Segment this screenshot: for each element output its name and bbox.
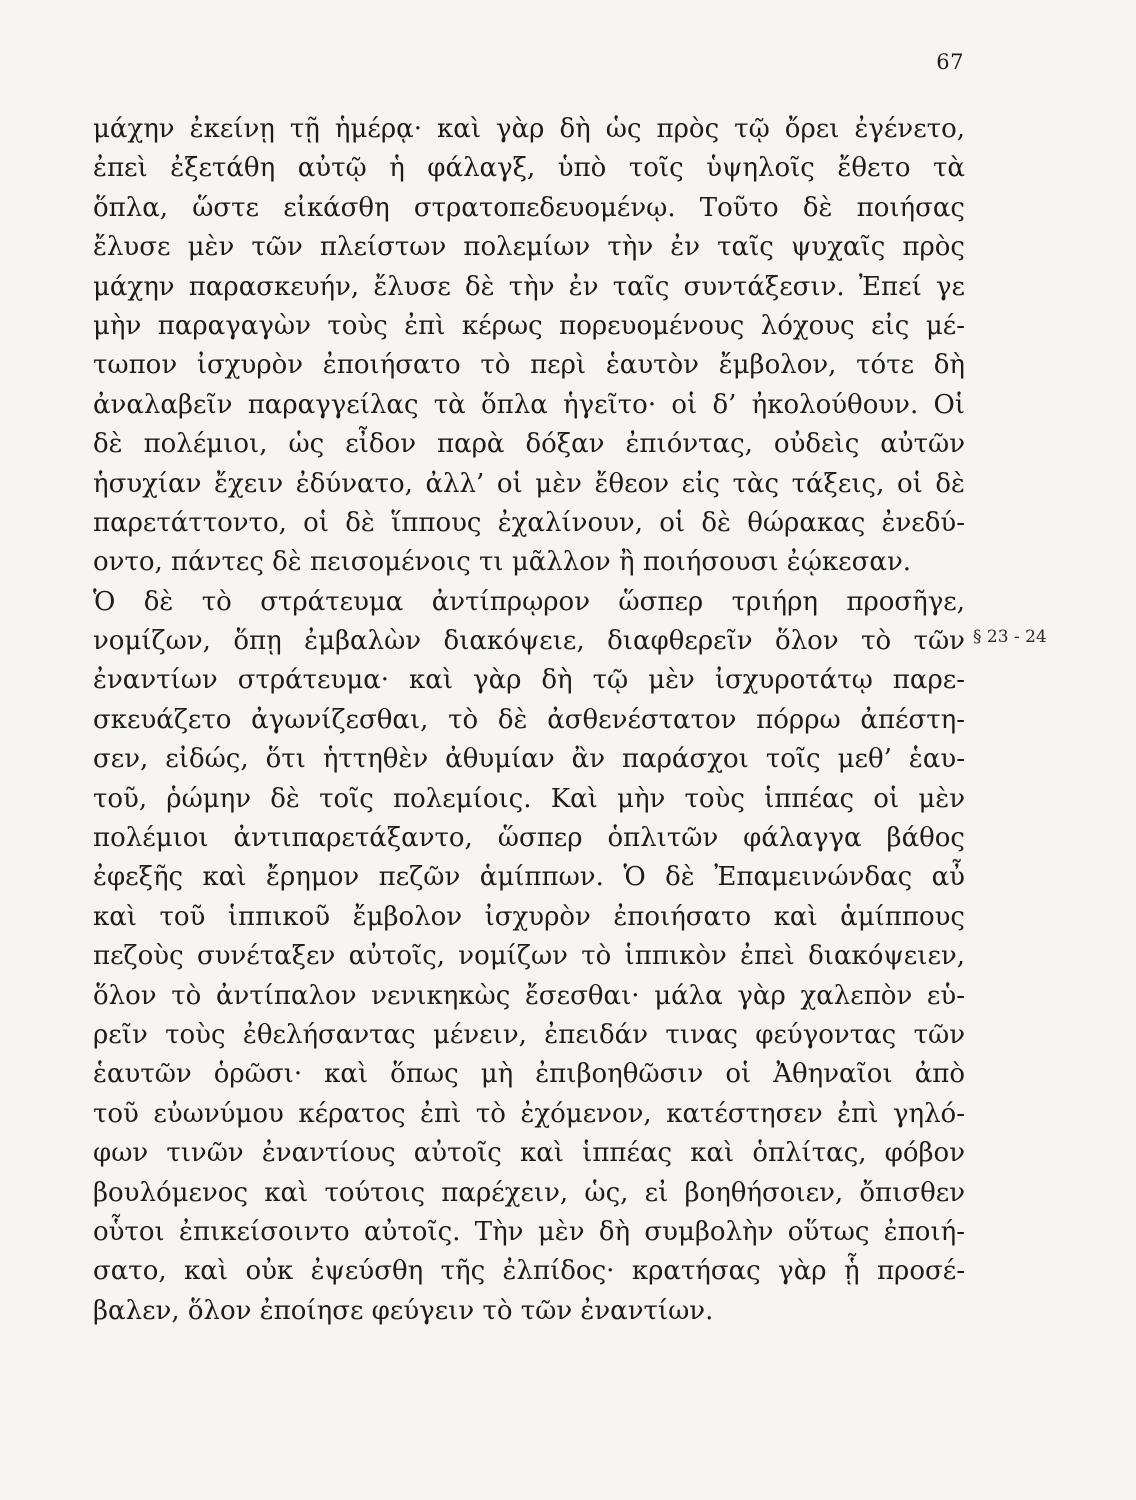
text-line: σεν, εἰδώς, ὅτι ἡττηθὲν ἀθυμίαν ἂν παράσχοι τοῖς μεθ’ ἑαυ-	[93, 744, 965, 775]
text-line: δὲ πολέμιοι, ὡς εἶδον παρὰ δόξαν ἐπιόντας, οὐδεὶς αὐτῶν	[93, 429, 965, 460]
text-line: πεζοὺς συνέταξεν αὐτοῖς, νομίζων τὸ ἱππικὸν ἐπεὶ διακόψειεν,	[93, 941, 965, 972]
text-line: τοῦ, ῥώμην δὲ τοῖς πολεμίοις. Καὶ μὴν τοὺς ἱππέας οἱ μὲν	[93, 783, 965, 814]
text-line: Ὁ δὲ τὸ στράτευμα ἀντίπρῳρον ὥσπερ τριήρη προσῆγε,	[93, 586, 965, 617]
text-line: οντο, πάντες δὲ πεισομένοις τι μᾶλλον ἢ ποιήσουσι ἐῴκεσαν.	[93, 547, 912, 578]
text-line: βουλόμενος καὶ τούτοις παρέχειν, ὡς, εἰ βοηθήσοιεν, ὄπισθεν	[93, 1177, 965, 1208]
text-line: νομίζων, ὅπῃ ἐμβαλὼν διακόψειε, διαφθερεῖν ὅλον τὸ τῶν	[93, 626, 965, 657]
text-line: ἀναλαβεῖν παραγγείλας τὰ ὅπλα ἡγεῖτο· οἱ δ’ ἠκολούθουν. Οἱ	[93, 389, 965, 420]
text-line: σατο, καὶ οὐκ ἐψεύσθη τῆς ἐλπίδος· κρατήσας γὰρ ᾗ προσέ-	[93, 1256, 965, 1287]
body-text	[93, 110, 965, 1331]
text-line: ἐναντίων στράτευμα· καὶ γὰρ δὴ τῷ μὲν ἰσχυροτάτῳ παρε-	[93, 665, 965, 696]
text-line: σκευάζετο ἀγωνίζεσθαι, τὸ δὲ ἀσθενέστατον πόρρω ἀπέστη-	[93, 704, 965, 735]
text-line: τωπον ἰσχυρὸν ἐποιήσατο τὸ περὶ ἑαυτὸν ἔμβολον, τότε δὴ	[93, 350, 965, 381]
text-line: ἡσυχίαν ἔχειν ἐδύνατο, ἀλλ’ οἱ μὲν ἔθεον εἰς τὰς τάξεις, οἱ δὲ	[93, 468, 965, 499]
text-line: μὴν παραγαγὼν τοὺς ἐπὶ κέρως πορευομένους λόχους εἰς μέ-	[93, 310, 965, 341]
text-line: μάχην παρασκευήν, ἔλυσε δὲ τὴν ἐν ταῖς συντάξεσιν. Ἐπεί γε	[93, 271, 965, 302]
text-line: βαλεν, ὅλον ἐποίησε φεύγειν τὸ τῶν ἐναντίων.	[93, 1295, 714, 1326]
page-number: 67	[936, 50, 964, 74]
text-line: μάχην ἐκείνῃ τῇ ἡμέρᾳ· καὶ γὰρ δὴ ὡς πρὸς τῷ ὄρει ἐγένετο,	[93, 114, 965, 144]
text-line: ἔλυσε μὲν τῶν πλείστων πολεμίων τὴν ἐν ταῖς ψυχαῖς πρὸς	[93, 232, 965, 263]
text-line: ἐπεὶ ἐξετάθη αὐτῷ ἡ φάλαγξ, ὑπὸ τοῖς ὑψηλοῖς ἔθετο τὰ	[93, 153, 965, 184]
text-line: ὅπλα, ὥστε εἰκάσθη στρατοπεδευομένῳ. Τοῦτο δὲ ποιήσας	[93, 192, 965, 223]
text-line: ὅλον τὸ ἀντίπαλον νενικηκὼς ἔσεσθαι· μάλα γὰρ χαλεπὸν εὑ-	[93, 980, 965, 1011]
text-line: καὶ τοῦ ἱππικοῦ ἔμβολον ἰσχυρὸν ἐποιήσατο καὶ ἁμίππους	[93, 901, 965, 932]
text-line: παρετάττοντο, οἱ δὲ ἵππους ἐχαλίνουν, οἱ δὲ θώρακας ἐνεδύ-	[93, 507, 965, 538]
text-line: τοῦ εὐωνύμου κέρατος ἐπὶ τὸ ἐχόμενον, κατέστησεν ἐπὶ γηλό-	[93, 1098, 965, 1129]
text-line: ἑαυτῶν ὁρῶσι· καὶ ὅπως μὴ ἐπιβοηθῶσιν οἱ Ἀθηναῖοι ἀπὸ	[93, 1059, 965, 1090]
margin-note-section-ref: § 23 - 24	[973, 627, 1047, 647]
text-line: ρεῖν τοὺς ἐθελήσαντας μένειν, ἐπειδάν τινας φεύγοντας τῶν	[93, 1019, 965, 1050]
text-line: ἐφεξῆς καὶ ἔρημον πεζῶν ἁμίππων. Ὁ δὲ Ἐπαμεινώνδας αὖ	[93, 862, 965, 893]
text-line: πολέμιοι ἀντιπαρετάξαντο, ὥσπερ ὁπλιτῶν φάλαγγα βάθος	[93, 823, 965, 854]
text-line: οὗτοι ἐπικείσοιντο αὐτοῖς. Τὴν μὲν δὴ συμβολὴν οὕτως ἐποιή-	[93, 1216, 965, 1247]
text-line: φων τινῶν ἐναντίους αὐτοῖς καὶ ἱππέας καὶ ὁπλίτας, φόβον	[93, 1138, 965, 1169]
